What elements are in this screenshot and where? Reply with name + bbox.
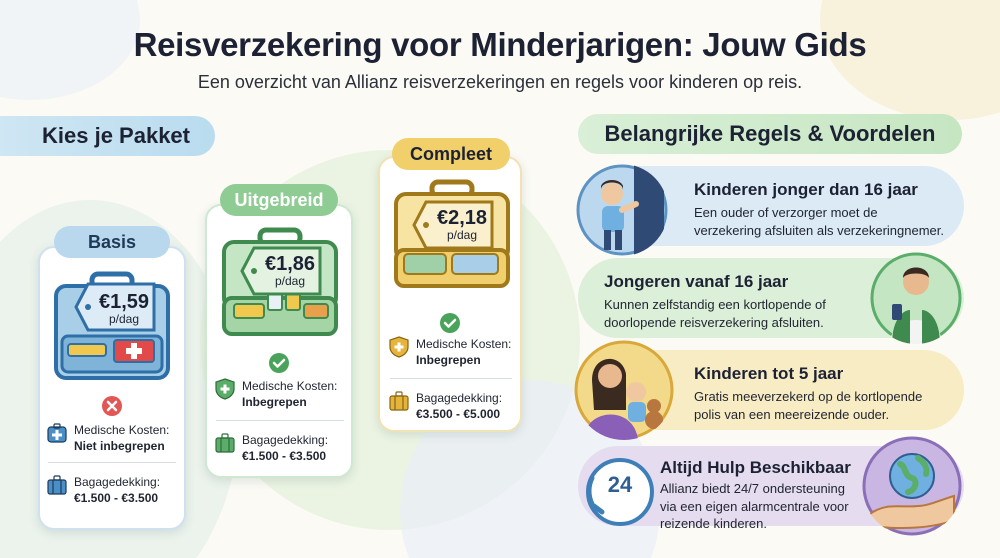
rule-description: Allianz biedt 24/7 ondersteuning via een eigen alarmcentrale voor reizende kinderen. [660, 481, 849, 532]
rules-heading: Belangrijke Regels & Voordelen [578, 114, 962, 154]
shield-plus-icon [214, 378, 236, 400]
rule-description: Een ouder of verzorger moet de verzekering afsluiten als verzekeringnemer. [694, 205, 945, 238]
rule-title: Altijd Hulp Beschikbaar [660, 458, 851, 477]
medical-compleet: Medische Kosten: Inbegrepen [416, 337, 512, 368]
page-subtitle: Een overzicht van Allianz reisverzekeringen en regels voor kinderen op reis. [197, 72, 803, 92]
baggage-basis: Bagagedekking: €1.500 - €3.500 [74, 475, 161, 506]
package-name-uitgebreid: Uitgebreid [220, 184, 338, 216]
card-divider [48, 462, 176, 463]
card-divider [216, 420, 344, 421]
luggage-icon [214, 432, 236, 454]
medical-kit-icon [46, 422, 68, 444]
card-divider [390, 378, 512, 379]
package-name-compleet: Compleet [392, 138, 510, 170]
package-name-basis: Basis [54, 226, 170, 258]
check-icon [439, 312, 461, 334]
medical-basis: Medische Kosten: Niet inbegrepen [74, 423, 170, 454]
rule-description: Kunnen zelfstandig een kortlopende of doorlopende reisverzekering afsluiten. [604, 297, 826, 330]
help-badge-number: 24 [607, 472, 633, 497]
price-uitgebreid: €1,86 p/dag [264, 253, 316, 288]
rule-title: Kinderen jonger dan 16 jaar [694, 180, 918, 199]
medical-uitgebreid: Medische Kosten: Inbegrepen [242, 379, 338, 410]
luggage-icon [46, 474, 68, 496]
check-icon [268, 352, 290, 374]
rule-title: Jongeren vanaf 16 jaar [604, 272, 789, 291]
packages-heading: Kies je Pakket [0, 116, 215, 156]
child-with-parent-icon [576, 164, 668, 256]
luggage-icon [388, 390, 410, 412]
rule-title: Kinderen tot 5 jaar [694, 364, 844, 383]
price-basis: €1,59 p/dag [98, 291, 150, 326]
cross-icon [101, 395, 123, 417]
page-title: Reisverzekering voor Minderjarigen: Jouw Gids [133, 26, 867, 63]
rule-description: Gratis meeverzekerd op de kortlopende polis van een meereizende ouder. [694, 389, 923, 422]
baggage-uitgebreid: Bagagedekking: €1.500 - €3.500 [242, 433, 329, 464]
teenager-with-phone-icon [870, 252, 962, 344]
baggage-compleet: Bagagedekking: €3.500 - €5.000 [416, 391, 503, 422]
price-compleet: €2,18 p/dag [436, 207, 488, 242]
mother-with-baby-icon [574, 340, 674, 440]
shield-plus-icon [388, 336, 410, 358]
globe-in-hand-icon [862, 436, 962, 536]
